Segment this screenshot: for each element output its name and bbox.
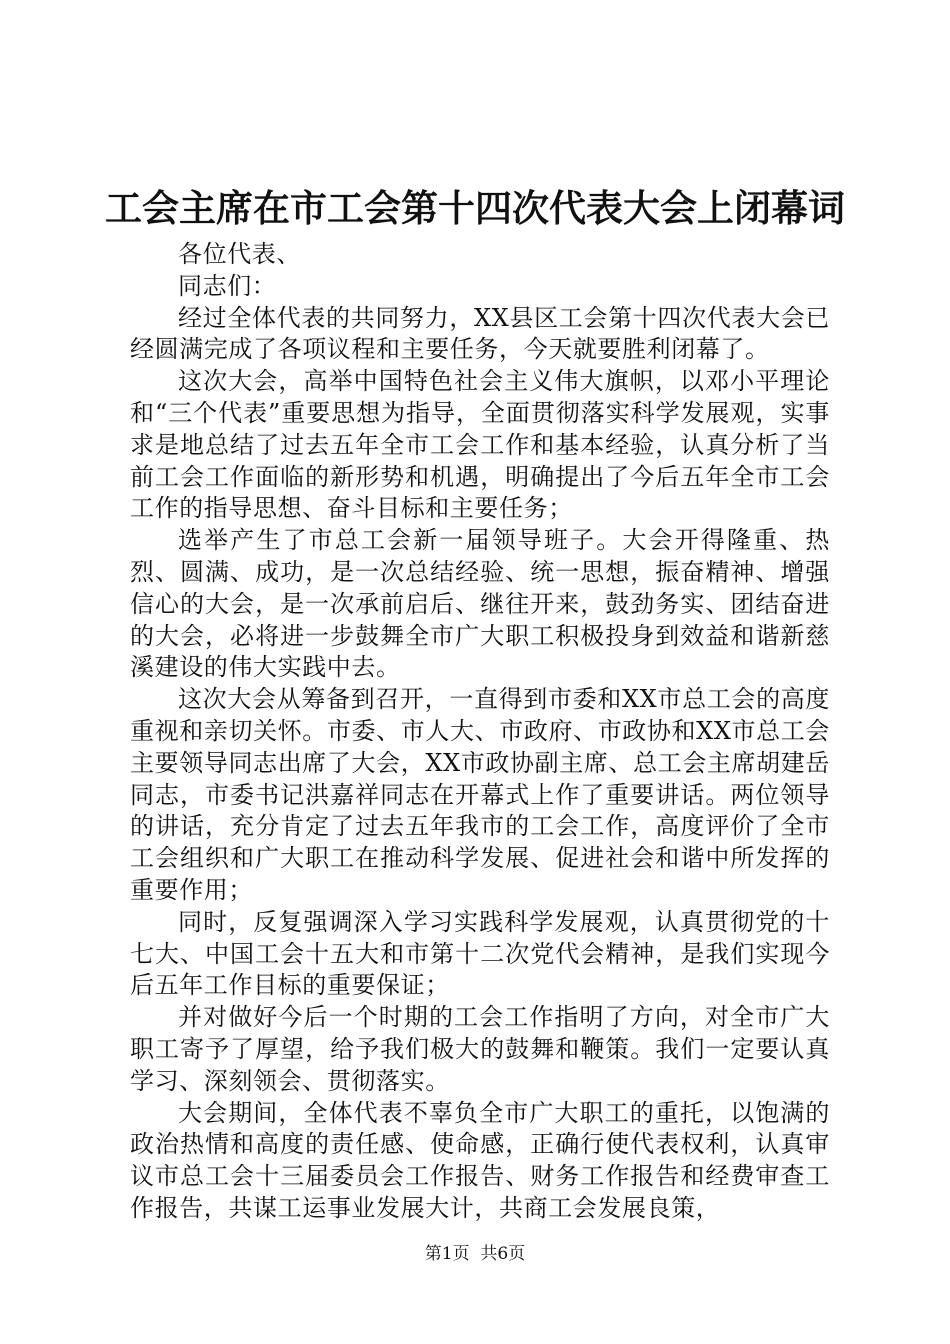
body-paragraph: 并对做好今后一个时期的工会工作指明了方向，对全市广大职工寄予了厚望，给予我们极大的鼓舞和鞭策。我们一定要认真学习、深刻领会、贯彻落实。 xyxy=(130,1003,830,1095)
document-body xyxy=(130,239,830,1225)
body-paragraph: 同时，反复强调深入学习实践科学发展观，认真贯彻党的十七大、中国工会十五大和市第十二次党代会精神，是我们实现今后五年工作目标的重要保证； xyxy=(130,907,830,1000)
body-paragraph: 选举产生了市总工会新一届领导班子。大会开得隆重、热烈、圆满、成功，是一次总结经验、统一思想，振奋精神、增强信心的大会，是一次承前启后、继往开来，鼓劲务实、团结奋进的大会，必将进一步鼓舞全市广大职工积极投身到效益和谐新慈溪建设的伟大实践中去。 xyxy=(130,526,830,682)
body-paragraph: 经过全体代表的共同努力，XX县区工会第十四次代表大会已经圆满完成了各项议程和主要任务，今天就要胜利闭幕了。 xyxy=(130,303,830,364)
body-paragraph: 这次大会，高举中国特色社会主义伟大旗帜，以邓小平理论和“三个代表”重要思想为指导，全面贯彻落实科学发展观，实事求是地总结了过去五年全市工会工作和基本经验，认真分析了当前工会工作面临的新形势和机遇，明确提出了今后五年全市工会工作的指导思想、奋斗目标和主要任务； xyxy=(130,367,830,523)
salutation-line: 同志们： xyxy=(178,271,277,300)
page-number-footer: 第1页 共6页 xyxy=(424,1244,526,1264)
body-paragraph: 这次大会从筹备到召开，一直得到市委和XX市总工会的高度重视和亲切关怀。市委、市人大、市政府、市政协和XX市总工会主要领导同志出席了大会，XX市政协副主席、总工会主席胡建岳同志，市委书记洪嘉祥同志在开幕式上作了重要讲话。两位领导的讲话，充分肯定了过去五年我市的工会工作，高度评价了全市工会组织和广大职工在推动科学发展、促进社会和谐中所发挥的重要作用； xyxy=(130,685,830,904)
body-paragraph: 大会期间，全体代表不辜负全市广大职工的重托，以饱满的政治热情和高度的责任感、使命感，正确行使代表权利，认真审议市总工会十三届委员会工作报告、财务工作报告和经费审查工作报告，共谋工运事业发展大计，共商工会发展良策， xyxy=(130,1098,830,1222)
document-title: 工会主席在市工会第十四次代表大会上闭幕词 xyxy=(105,186,845,230)
salutation-line: 各位代表、 xyxy=(178,240,301,268)
